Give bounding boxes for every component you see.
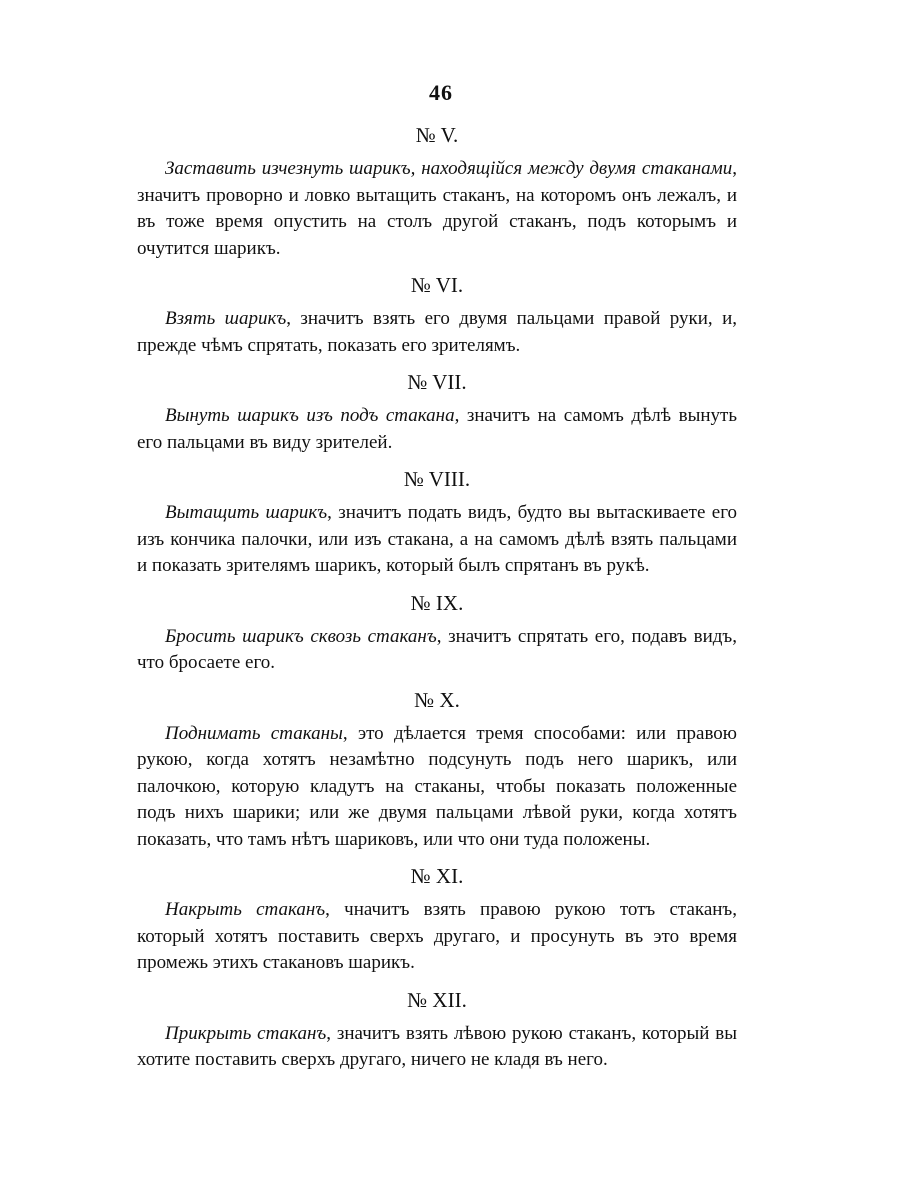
defined-term: Накрыть стаканъ (165, 899, 326, 920)
section-5 (137, 120, 737, 262)
section-heading: № X. (414, 687, 460, 712)
page-number: 46 (429, 80, 453, 105)
definition-text: , значитъ спрятать его, подавъ видъ, что бросаете его. (137, 625, 737, 673)
section-paragraph (137, 897, 737, 977)
section-paragraph (137, 403, 737, 456)
section-paragraph (137, 156, 737, 262)
book-page (137, 80, 737, 1080)
section-paragraph (137, 624, 737, 677)
defined-term: Вынуть шарикъ изъ подъ стакана (165, 405, 455, 426)
section-9 (137, 588, 737, 677)
defined-term: Прикрыть стаканъ (165, 1022, 327, 1044)
defined-term: Взять шарикъ (165, 308, 287, 329)
defined-term: Заставить изчезнуть шарикъ, находящійся между двумя стаканами (165, 158, 733, 179)
definition-text: , значитъ проворно и ловко вытащить стаканъ, на которомъ онъ лежалъ, и въ тоже время опустить на столъ другой стаканъ, подъ которымъ и очутится шарикъ. (137, 158, 737, 259)
section-6 (137, 270, 737, 359)
section-heading: № XI. (410, 864, 464, 888)
defined-term: Поднимать стаканы (165, 722, 343, 744)
definition-text: , это дѣлается тремя способами: или правою рукою, когда хотятъ незамѣтно подсунуть подъ него шарикъ, или палочкою, которую кладутъ на стаканы, чтобы показать положенные подъ нихъ шарики; или же двумя пальцами лѣвой руки, когда хотятъ показать, что тамъ нѣтъ шариковъ, или что они туда положены. (137, 722, 737, 850)
section-heading: № VIII. (403, 467, 471, 491)
section-7 (137, 367, 737, 456)
definition-text: , чначитъ взять правою рукою тотъ стаканъ, который хотятъ поставить сверхъ другаго, и просунуть въ это время промежь этихъ стакановъ шарикъ. (137, 899, 738, 973)
section-heading: № XII. (407, 987, 467, 1012)
section-heading: № VI. (410, 273, 464, 297)
section-paragraph (137, 721, 737, 854)
section-8 (137, 464, 737, 580)
definition-text: , значитъ подать видъ, будто вы вытаскиваете его изъ кончика палочки, или изъ стакана, а на самомъ дѣлѣ взять пальцами и показать зрителямъ шарикъ, который былъ спрятанъ въ рукѣ. (137, 502, 738, 576)
section-paragraph (137, 306, 737, 359)
section-heading: № V. (415, 123, 459, 147)
section-10 (137, 685, 737, 854)
section-paragraph (137, 1021, 737, 1074)
section-paragraph (137, 500, 737, 580)
definition-text: , значитъ взять лѣвою рукою стаканъ, который вы хотите поставить сверхъ другаго, ничего не кладя въ него. (137, 1022, 737, 1070)
definition-text: , значитъ на самомъ дѣлѣ вынуть его пальцами въ виду зрителей. (137, 405, 737, 453)
section-12 (137, 985, 737, 1074)
section-heading: № IX. (410, 590, 464, 615)
definition-text: , значитъ взять его двумя пальцами правой руки, и, прежде чѣмъ спрятать, показать его зрителямъ. (137, 308, 737, 356)
defined-term: Бросить шарикъ сквозь стаканъ (165, 625, 437, 647)
defined-term: Вытащить шарикъ (165, 502, 328, 523)
section-heading: № VII. (407, 370, 467, 394)
section-11 (137, 861, 737, 977)
